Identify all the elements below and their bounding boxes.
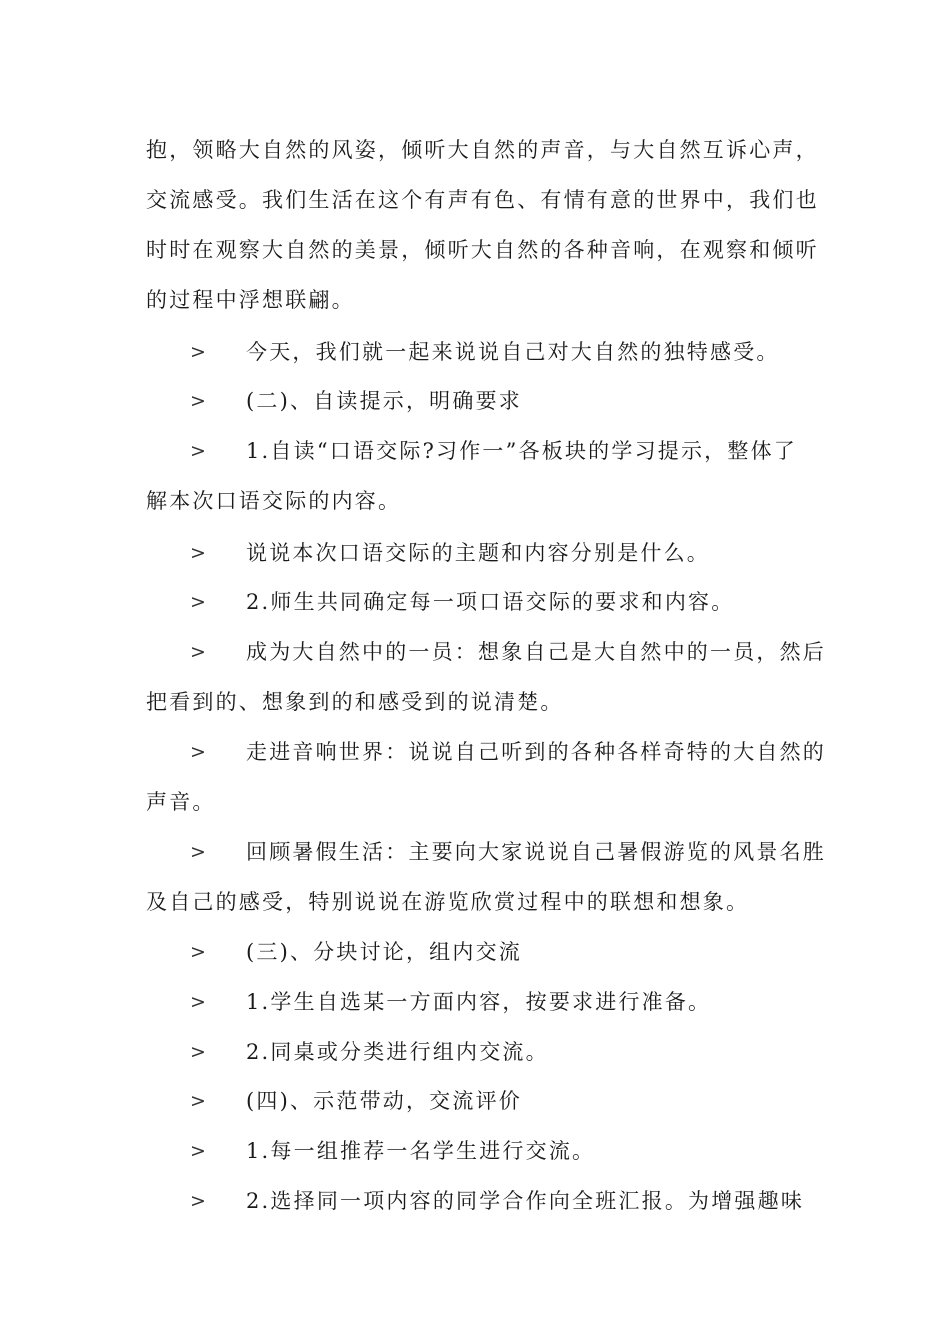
paragraph-line: 交流感受。我们生活在这个有声有色、有情有意的世界中，我们也 (146, 188, 819, 212)
arrow-bullet-icon: > (190, 341, 206, 363)
list-item-text: 1.每一组推荐一名学生进行交流。 (246, 1139, 596, 1163)
list-item-text: 2.师生共同确定每一项口语交际的要求和内容。 (246, 590, 735, 614)
list-item-text: 1.自读“口语交际?习作一”各板块的学习提示，整体了 (246, 439, 797, 463)
arrow-bullet-icon: > (190, 440, 206, 462)
arrow-bullet-icon: > (190, 1140, 206, 1162)
section-heading: (三)、分块讨论，组内交流 (246, 940, 522, 964)
list-item-continuation: 声音。 (146, 790, 216, 814)
arrow-bullet-icon: > (190, 841, 206, 863)
list-item-text: 成为大自然中的一员：想象自己是大自然中的一员，然后 (246, 640, 826, 664)
paragraph-line: 时时在观察大自然的美景，倾听大自然的各种音响，在观察和倾听 (146, 238, 819, 262)
list-item-text: 回顾暑假生活：主要向大家说说自己暑假游览的风景名胜 (246, 840, 826, 864)
arrow-bullet-icon: > (190, 591, 206, 613)
arrow-bullet-icon: > (190, 641, 206, 663)
list-item-text: 1.学生自选某一方面内容，按要求进行准备。 (246, 990, 712, 1014)
section-heading: (二)、自读提示，明确要求 (246, 389, 522, 413)
list-item-continuation: 把看到的、想象到的和感受到的说清楚。 (146, 690, 564, 714)
list-item-text: 走进音响世界：说说自己听到的各种各样奇特的大自然的 (246, 740, 826, 764)
list-item-text: 2.同桌或分类进行组内交流。 (246, 1040, 549, 1064)
list-item-continuation: 及自己的感受，特别说说在游览欣赏过程中的联想和想象。 (146, 890, 750, 914)
arrow-bullet-icon: > (190, 1041, 206, 1063)
arrow-bullet-icon: > (190, 1190, 206, 1212)
list-item-text: 说说本次口语交际的主题和内容分别是什么。 (246, 541, 710, 565)
arrow-bullet-icon: > (190, 390, 206, 412)
list-item-continuation: 解本次口语交际的内容。 (146, 489, 402, 513)
arrow-bullet-icon: > (190, 991, 206, 1013)
arrow-bullet-icon: > (190, 941, 206, 963)
list-item-text: 今天，我们就一起来说说自己对大自然的独特感受。 (246, 340, 780, 364)
arrow-bullet-icon: > (190, 542, 206, 564)
paragraph-line: 的过程中浮想联翩。 (146, 288, 355, 312)
arrow-bullet-icon: > (190, 1090, 206, 1112)
arrow-bullet-icon: > (190, 741, 206, 763)
paragraph-line: 抱，领略大自然的风姿，倾听大自然的声音，与大自然互诉心声， (146, 138, 819, 162)
list-item-text: 2.选择同一项内容的同学合作向全班汇报。为增强趣味 (246, 1189, 805, 1213)
section-heading: (四)、示范带动，交流评价 (246, 1089, 522, 1113)
